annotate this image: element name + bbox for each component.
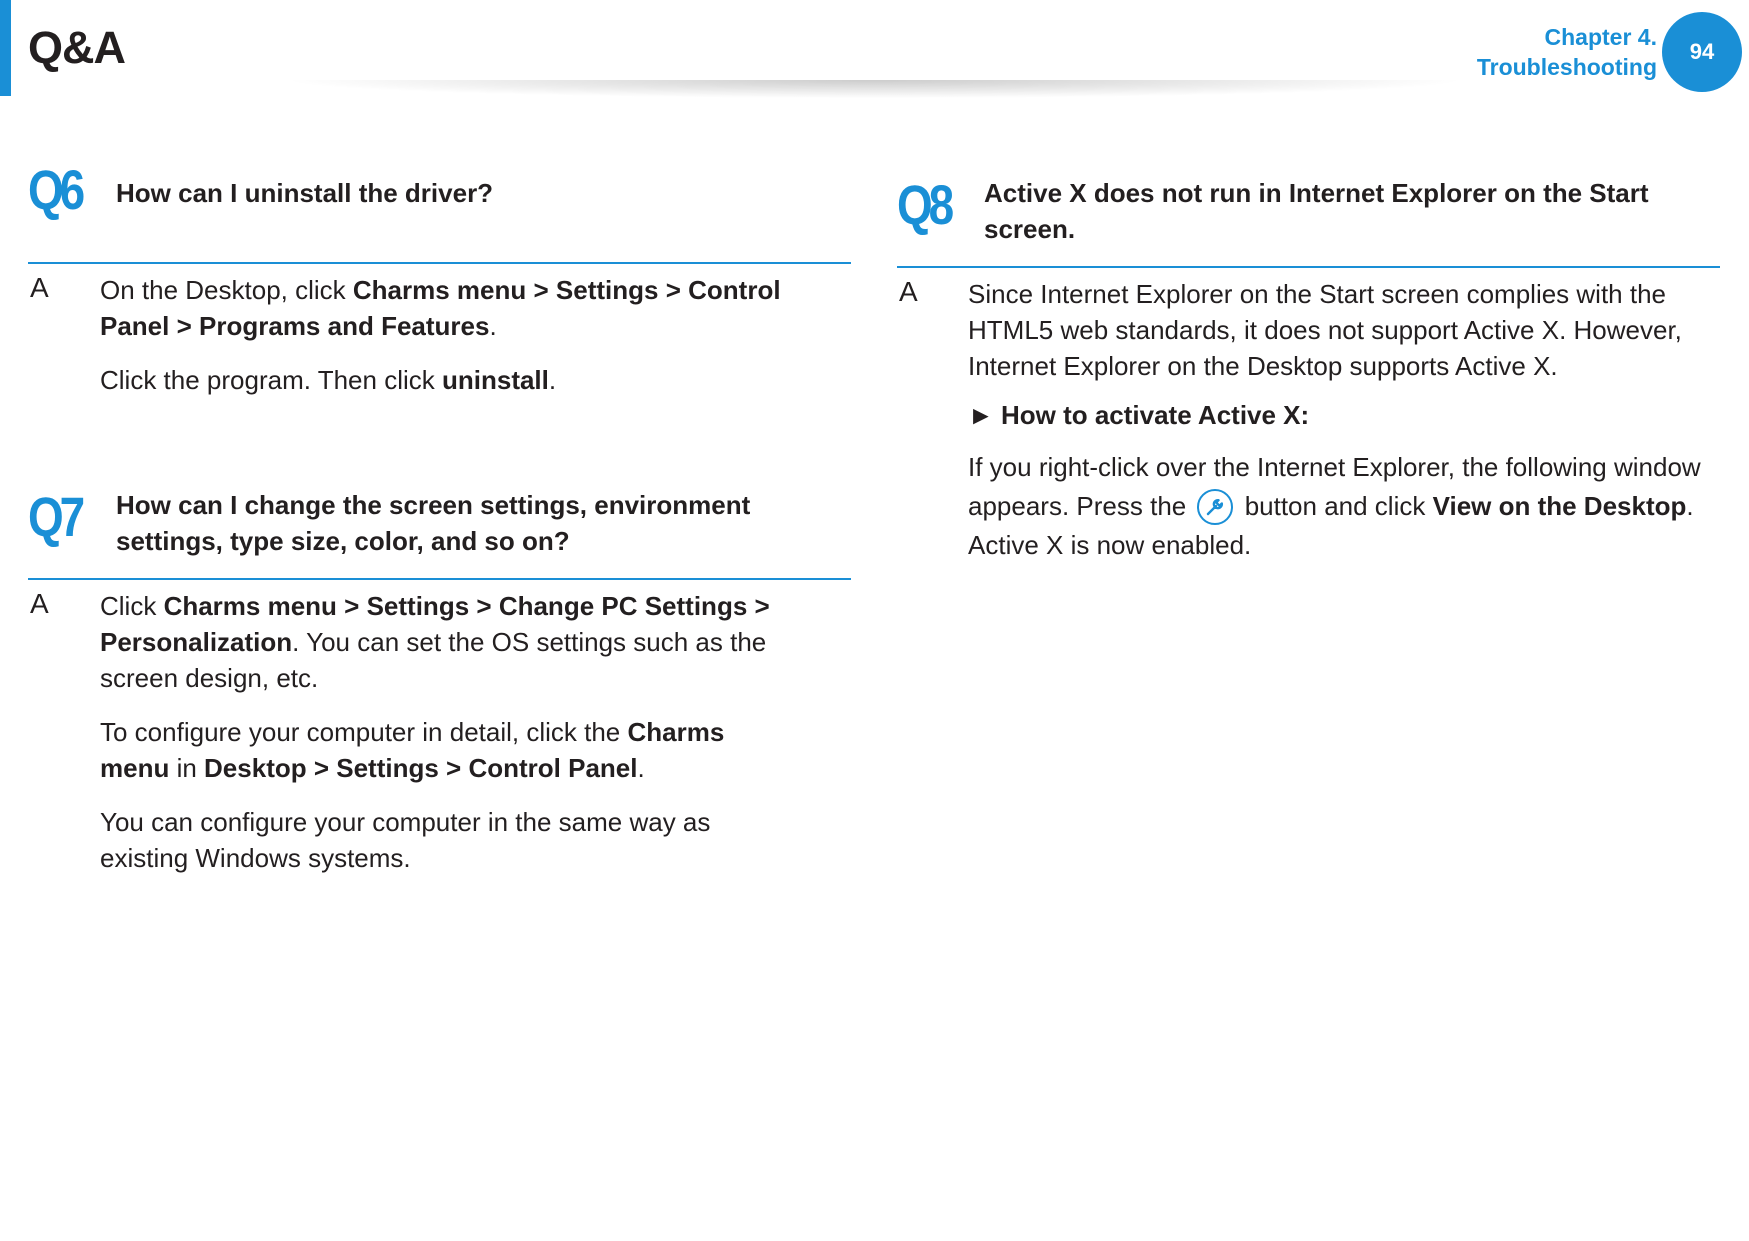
q7-question: How can I change the screen settings, environment settings, type size, color, and so on?	[116, 490, 751, 556]
chapter-name: Troubleshooting	[1476, 54, 1657, 80]
q7-answer-paragraph-2: To configure your computer in detail, click the Charms menu in Desktop > Settings > Control Panel.	[100, 717, 725, 783]
q7-answer-paragraph-1: Click Charms menu > Settings > Change PC Settings > Personalization. You can set the OS settings such as the screen design, etc.	[100, 591, 770, 693]
chapter-number: Chapter 4.	[1544, 24, 1657, 50]
header-divider-shadow	[0, 80, 1749, 106]
q8-label: Q8	[897, 173, 951, 236]
q7-label: Q7	[28, 485, 82, 548]
q8-howto-heading: ► How to activate Active X:	[968, 400, 1310, 430]
q7-divider	[28, 578, 851, 580]
q8-answer-label: A	[899, 276, 918, 307]
wrench-icon	[1197, 489, 1233, 525]
q8-answer-paragraph-1: Since Internet Explorer on the Start screen complies with the HTML5 web standards, it does not support Active X. However, Internet Explorer on the Desktop supports Active X.	[968, 279, 1682, 381]
q6-label: Q6	[28, 158, 82, 221]
q6-answer-paragraph-1: On the Desktop, click Charms menu > Settings > Control Panel > Programs and Features.	[100, 275, 781, 341]
chapter-label	[1477, 22, 1657, 82]
page-title: Q&A	[28, 22, 125, 73]
q6-answer-label: A	[30, 272, 49, 303]
q6-question: How can I uninstall the driver?	[116, 178, 494, 208]
q8-question: Active X does not run in Internet Explorer on the Start screen.	[984, 178, 1649, 244]
q8-divider	[897, 266, 1720, 268]
q6-divider	[28, 262, 851, 264]
q7-answer-label: A	[30, 588, 49, 619]
q7-answer-paragraph-3: You can configure your computer in the same way as existing Windows systems.	[100, 807, 711, 873]
page-number-badge: 94	[1662, 12, 1742, 92]
q6-answer-paragraph-2: Click the program. Then click uninstall.	[100, 365, 557, 395]
q8-answer-paragraph-2: If you right-click over the Internet Explorer, the following window appears. Press the button and click View on the Desktop. Active X is now enabled.	[968, 452, 1701, 560]
